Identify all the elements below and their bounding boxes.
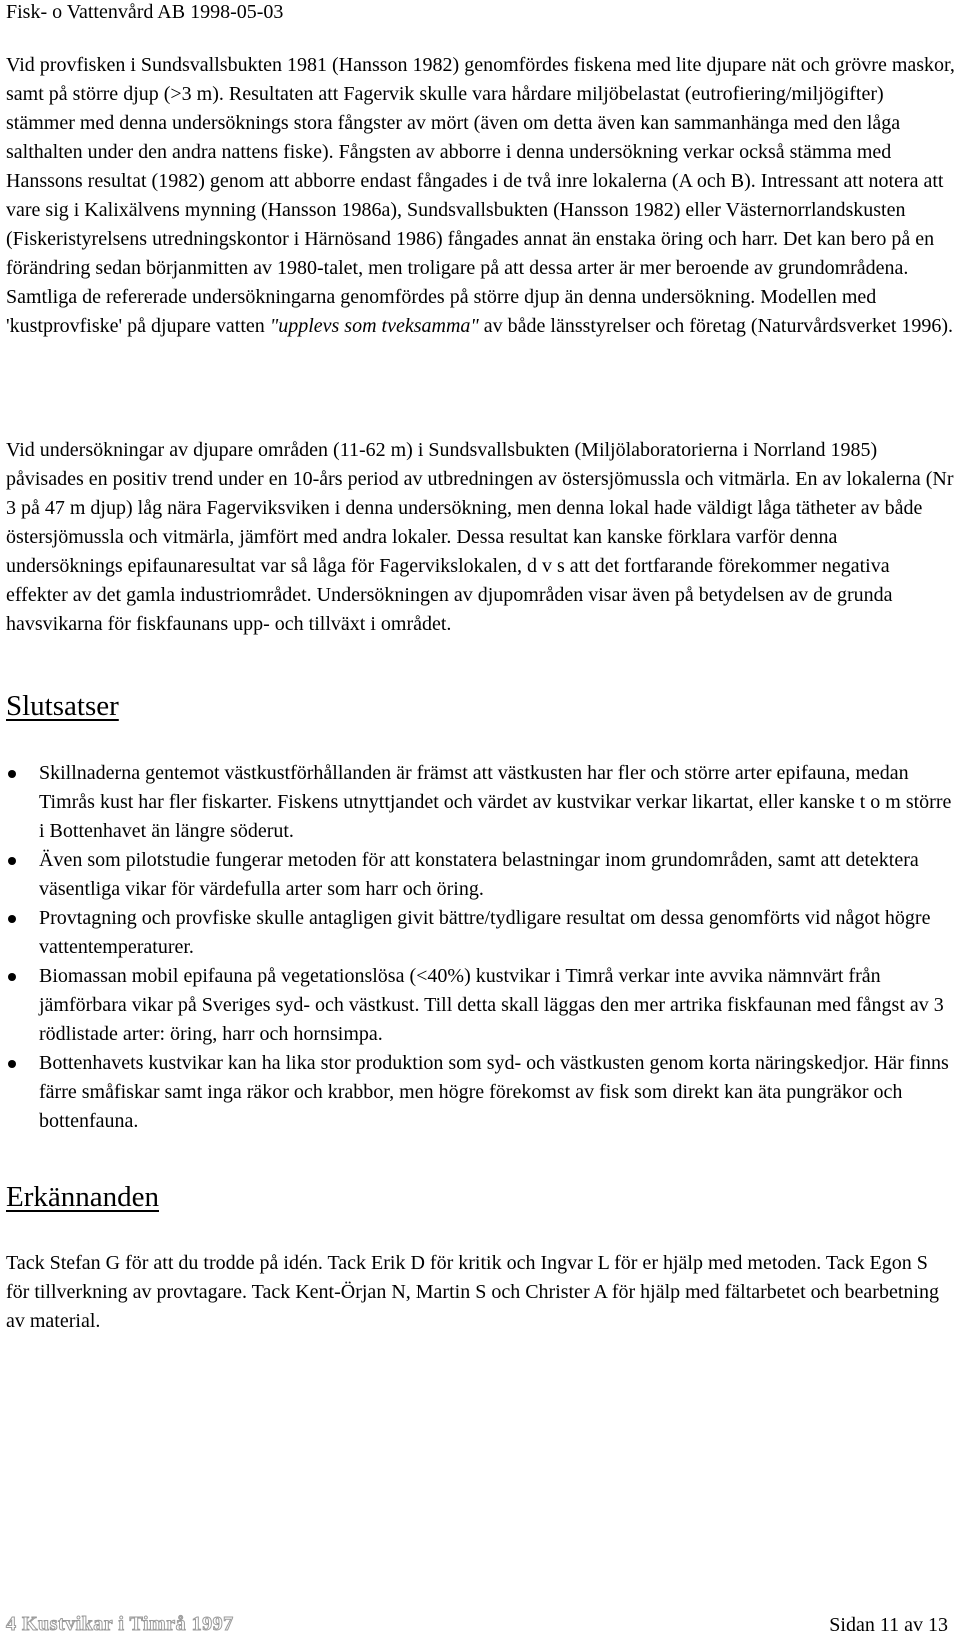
bullet-icon <box>8 770 16 778</box>
bullet-icon <box>8 1060 16 1068</box>
bullet-icon <box>8 857 16 865</box>
page-header: Fisk- o Vattenvård AB 1998-05-03 <box>6 1 284 23</box>
bullet-icon <box>8 915 16 923</box>
list-item-text: Skillnaderna gentemot västkustförhållanden är främst att västkusten har fler och större arter epifauna, medan Timrås kust har fler fiskarter. Fiskens utnyttjandet och värdet av kustvikar verkar likartat, eller kanske t o m större i Bottenhavet än längre söderut. <box>39 762 952 842</box>
paragraph-provfisken-tail: av både länsstyrelser och företag (Naturvårdsverket 1996). <box>478 315 954 337</box>
bullet-icon <box>8 973 16 981</box>
list-item-text: Bottenhavets kustvikar kan ha lika stor produktion som syd- och västkusten genom korta näringskedjor. Här finns färre småfiskar samt inga räkor och krabbor, men högre förekomst av fisk som direkt kan äta pungräkor och bottenfauna. <box>39 1052 949 1132</box>
paragraph-acknowledgements: Tack Stefan G för att du trodde på idén. Tack Erik D för kritik och Ingvar L för er hjälp med metoden. Tack Egon S för tillverkning av provtagare. Tack Kent-Örjan N, Martin S och Christer A för hjälp med fältarbetet och bearbetning av material. <box>6 1252 939 1332</box>
heading-slutsatser: Slutsatser <box>6 690 119 722</box>
paragraph-provfisken-text: Vid provfisken i Sundsvallsbukten 1981 (Hansson 1982) genomfördes fiskena med lite djupare nät och grövre maskor, samt på större djup (>3 m). Resultaten att Fagervik skulle vara hårdare miljöbelastat (eutrofiering/miljögifter) stämmer med denna undersöknings stora fångster av mört (även om detta även kan sammanhänga med den låga salthalten under den andra nattens fiske). Fångsten av abborre i denna undersökning verkar också stämma med Hanssons resultat (1982) genom att abborre endast fångades i de två inre lokalerna (A och B). Intressant att notera att vare sig i Kalixälvens mynning (Hansson 1986a), Sundsvallsbukten (Hansson 1982) eller Västernorrlandskusten (Fiskeristyrelsens utredningskontor i Härnösand 1986) fångades annat än enstaka öring och harr. Det kan bero på en förändring sedan börjanmitten av 1980-talet, men troligare på att dessa arter är mer beroende av grundområdena. Samtliga de refererade undersökningarna genomfördes på större djup än denna undersökning. Modellen med 'kustprovfiske' på djupare vatten <box>6 54 955 337</box>
heading-erkannanden: Erkännanden <box>6 1181 159 1213</box>
paragraph-provfisken-quote: "upplevs som tveksamma" <box>269 315 479 337</box>
footer-page-number: Sidan 11 av 13 <box>829 1614 948 1636</box>
paragraph-djupare-omraden: Vid undersökningar av djupare områden (11-62 m) i Sundsvallsbukten (Miljölaboratorierna i Norrland 1985) påvisades en positiv trend under en 10-års period av utbredningen av östersjömussla och vitmärla. En av lokalerna (Nr 3 på 47 m djup) låg nära Fagerviksviken i denna undersökning, men denna lokal hade väldigt låga tätheter av både östersjömussla och vitmärla, jämfört med andra lokaler. Dessa resultat kan kanske förklara varför denna undersöknings epifaunaresultat var så låga för Fagervikslokalen, d v s att det fortfarande förekommer negativa effekter av det gamla industriområdet. Undersökningen av djupområden visar även på betydelsen av de grunda havsvikarna för fiskfaunans upp- och tillväxt i området. <box>6 439 954 635</box>
list-item-text: Provtagning och provfiske skulle antagligen givit bättre/tydligare resultat om dessa genomförts vid något högre vattentemperaturer. <box>39 907 931 958</box>
list-item-text: Biomassan mobil epifauna på vegetationslösa (<40%) kustvikar i Timrå verkar inte avvika nämnvärt från jämförbara vikar på Sveriges syd- och västkust. Till detta skall läggas den mer artrika fiskfaunan med fångst av 3 rödlistade arter: öring, harr och hornsimpa. <box>39 965 944 1045</box>
paragraph-provfisken <box>6 51 956 341</box>
footer-document-title: 4 Kustvikar i Timrå 1997 <box>6 1613 234 1635</box>
list-item-text: Även som pilotstudie fungerar metoden för att konstatera belastningar inom grundområden, samt att detektera väsentliga vikar för värdefulla arter som harr och öring. <box>39 849 919 900</box>
